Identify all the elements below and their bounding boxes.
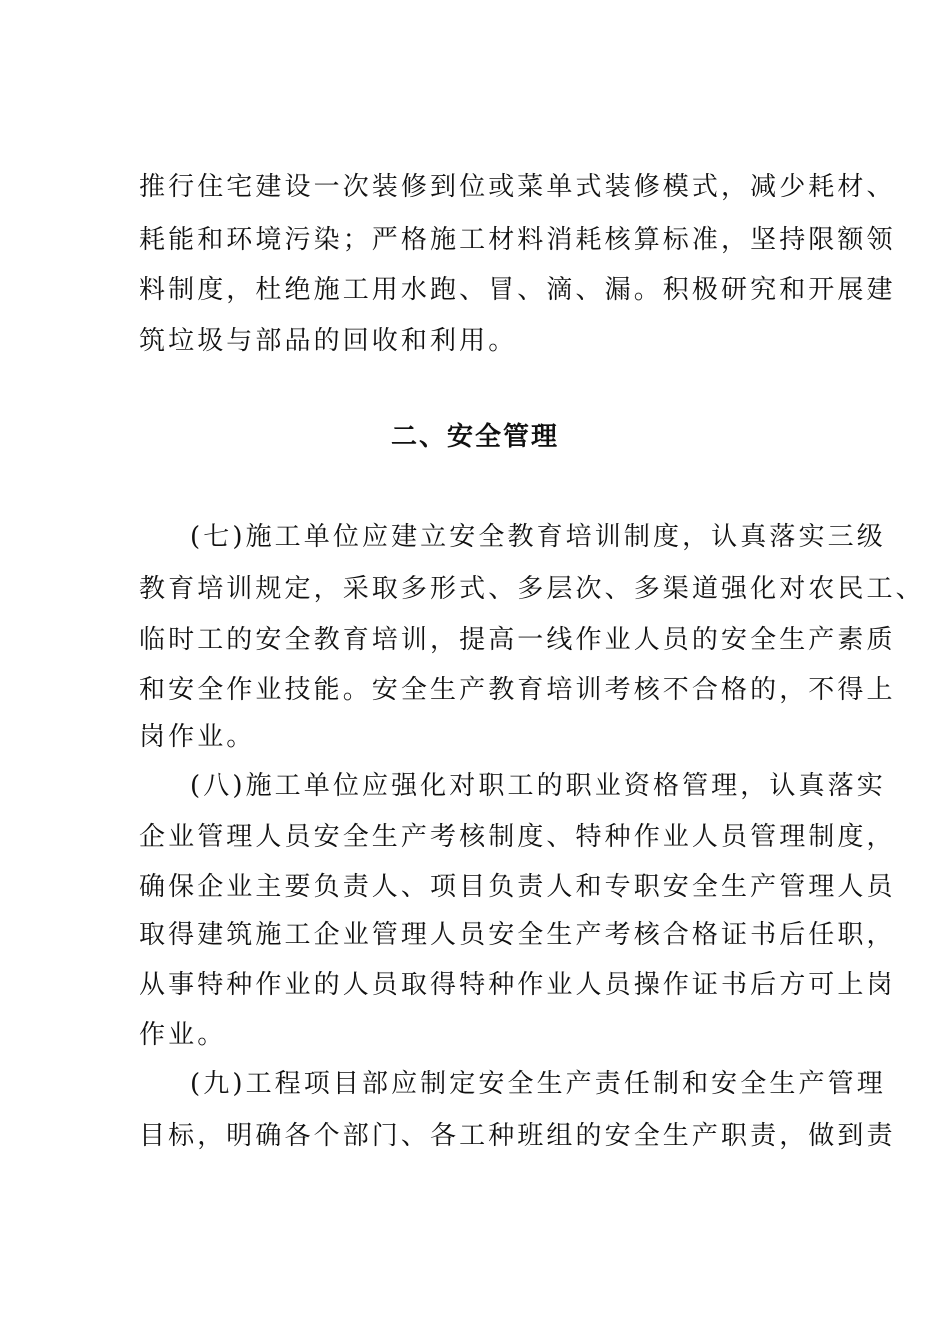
paragraph-line: 取得建筑施工企业管理人员安全生产考核合格证书后任职， [139, 920, 896, 950]
paragraph-line: 确保企业主要负责人、项目负责人和专职安全生产管理人员 [139, 872, 896, 902]
paragraph-line: 筑垃圾与部品的回收和利用。 [139, 326, 518, 356]
paragraph-line: 耗能和环境污染；严格施工材料消耗核算标准，坚持限额领 [139, 225, 896, 255]
paragraph-line: (八)施工单位应强化对职工的职业资格管理，认真落实 [190, 771, 886, 801]
paragraph-line: 推行住宅建设一次装修到位或菜单式装修模式，减少耗材、 [139, 172, 896, 202]
paragraph-line: 教育培训规定，采取多形式、多层次、多渠道强化对农民工、 [139, 574, 925, 604]
paragraph-line: 和安全作业技能。安全生产教育培训考核不合格的，不得上 [139, 675, 896, 705]
paragraph-line: 企业管理人员安全生产考核制度、特种作业人员管理制度， [139, 822, 896, 852]
paragraph-line: 目标，明确各个部门、各工种班组的安全生产职责，做到责 [139, 1121, 896, 1151]
section-heading: 二、安全管理 [390, 422, 559, 452]
paragraph-line: 作业。 [139, 1020, 227, 1050]
paragraph-line: 从事特种作业的人员取得特种作业人员操作证书后方可上岗 [139, 970, 896, 1000]
paragraph-line: (七)施工单位应建立安全教育培训制度，认真落实三级 [190, 522, 886, 552]
paragraph-line: (九)工程项目部应制定安全生产责任制和安全生产管理 [190, 1069, 886, 1099]
paragraph-line: 料制度，杜绝施工用水跑、冒、滴、漏。积极研究和开展建 [139, 275, 896, 305]
paragraph-line: 临时工的安全教育培训，提高一线作业人员的安全生产素质 [139, 625, 896, 655]
paragraph-line: 岗作业。 [139, 722, 256, 752]
